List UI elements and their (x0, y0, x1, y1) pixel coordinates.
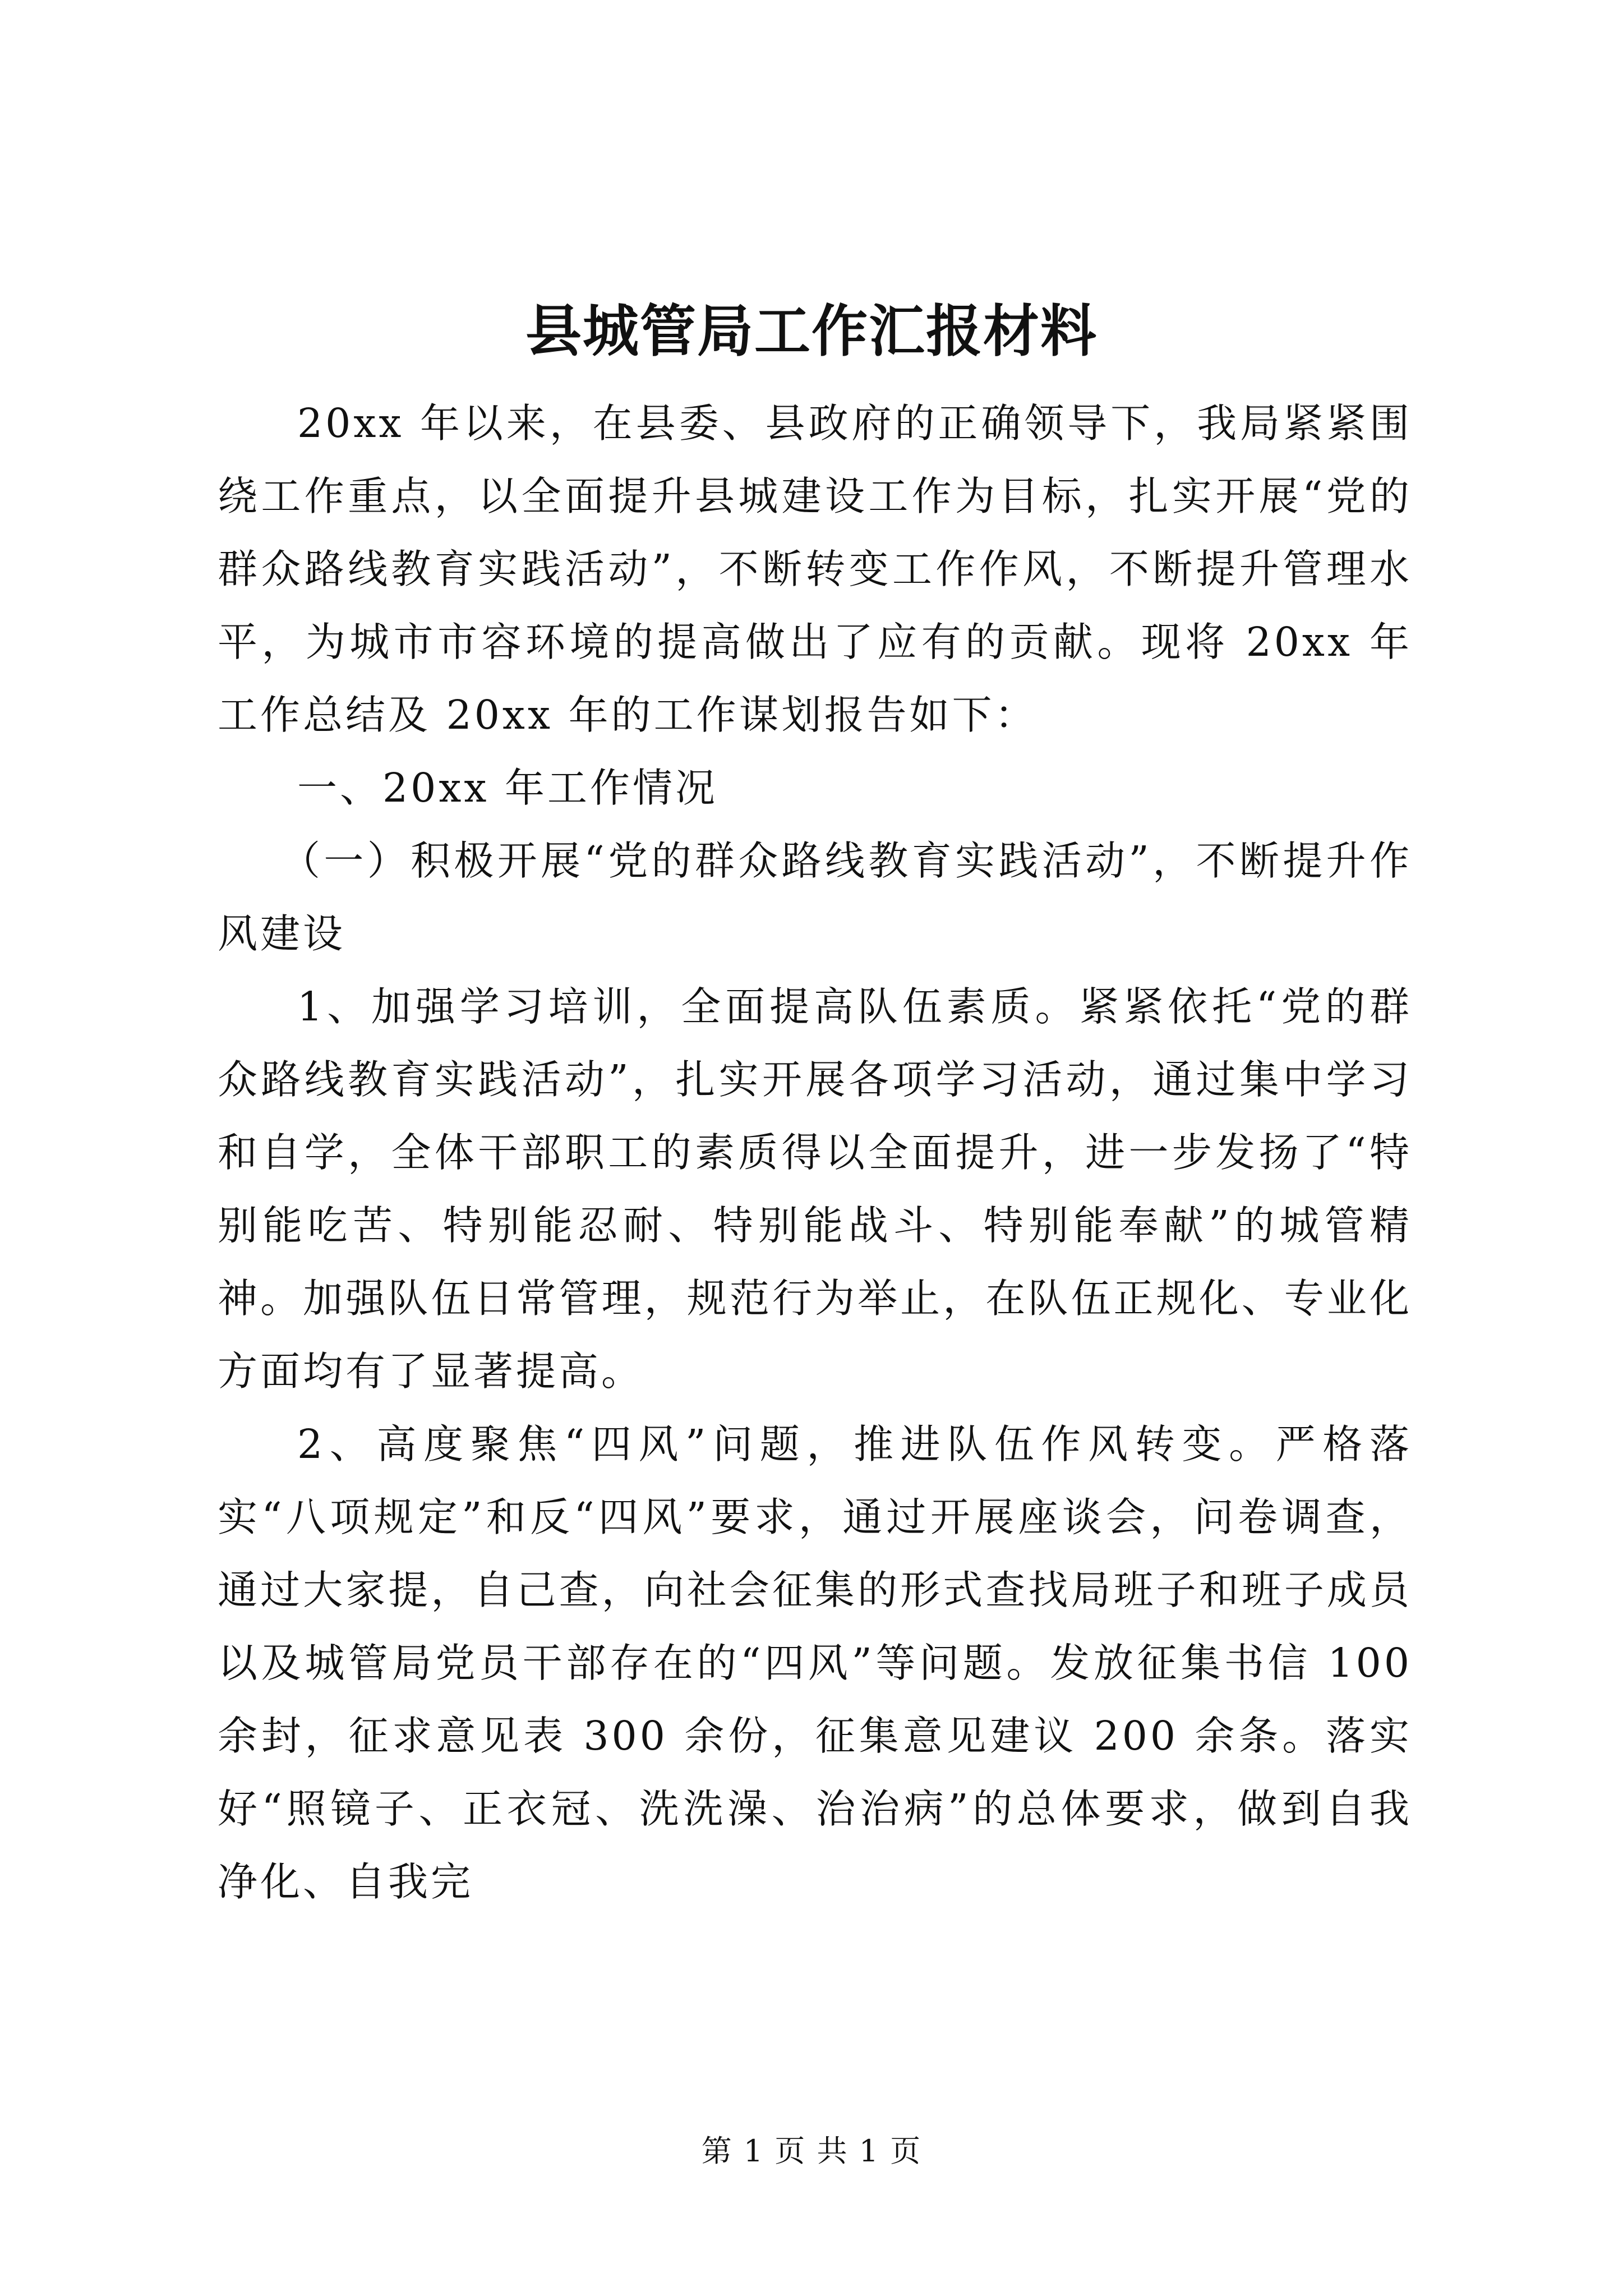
document-body (218, 387, 1412, 1918)
document-title: 县城管局工作汇报材料 (525, 298, 1098, 364)
section-heading: 一、20xx 年工作情况 (297, 765, 718, 811)
page-footer: 第 1 页 共 1 页 (701, 2133, 922, 2169)
paragraph-item-1: 1、加强学习培训，全面提高队伍素质。紧紧依托“党的群众路线教育实践活动”，扎实开展各项学习活动，通过集中学习和自学，全体干部职工的素质得以全面提升，进一步发扬了“特别能吃苦、特别能忍耐、特别能战斗、特别能奉献”的城管精神。加强队伍日常管理，规范行为举止，在队伍正规化、专业化方面均有了显著提高。 (218, 983, 1412, 1395)
paragraph-intro: 20xx 年以来，在县委、县政府的正确领导下，我局紧紧围绕工作重点，以全面提升县城建设工作为目标，扎实开展“党的群众路线教育实践活动”，不断转变工作作风，不断提升管理水平，为城市市容环境的提高做出了应有的贡献。现将 20xx 年工作总结及 20xx 年的工作谋划报告如下： (218, 400, 1412, 738)
subsection-heading: （一）积极开展“党的群众路线教育实践活动”，不断提升作风建设 (218, 838, 1412, 957)
paragraph-item-2: 2、高度聚焦“四风”问题，推进队伍作风转变。严格落实“八项规定”和反“四风”要求，通过开展座谈会，问卷调查，通过大家提，自己查，向社会征集的形式查找局班子和班子成员以及城管局党员干部存在的“四风”等问题。发放征集书信 100 余封，征求意见表 300 余份，征集意见建议 200 余条。落实好“照镜子、正衣冠、洗洗澡、治治病”的总体要求，做到自我净化、自我完 (218, 1421, 1412, 1905)
